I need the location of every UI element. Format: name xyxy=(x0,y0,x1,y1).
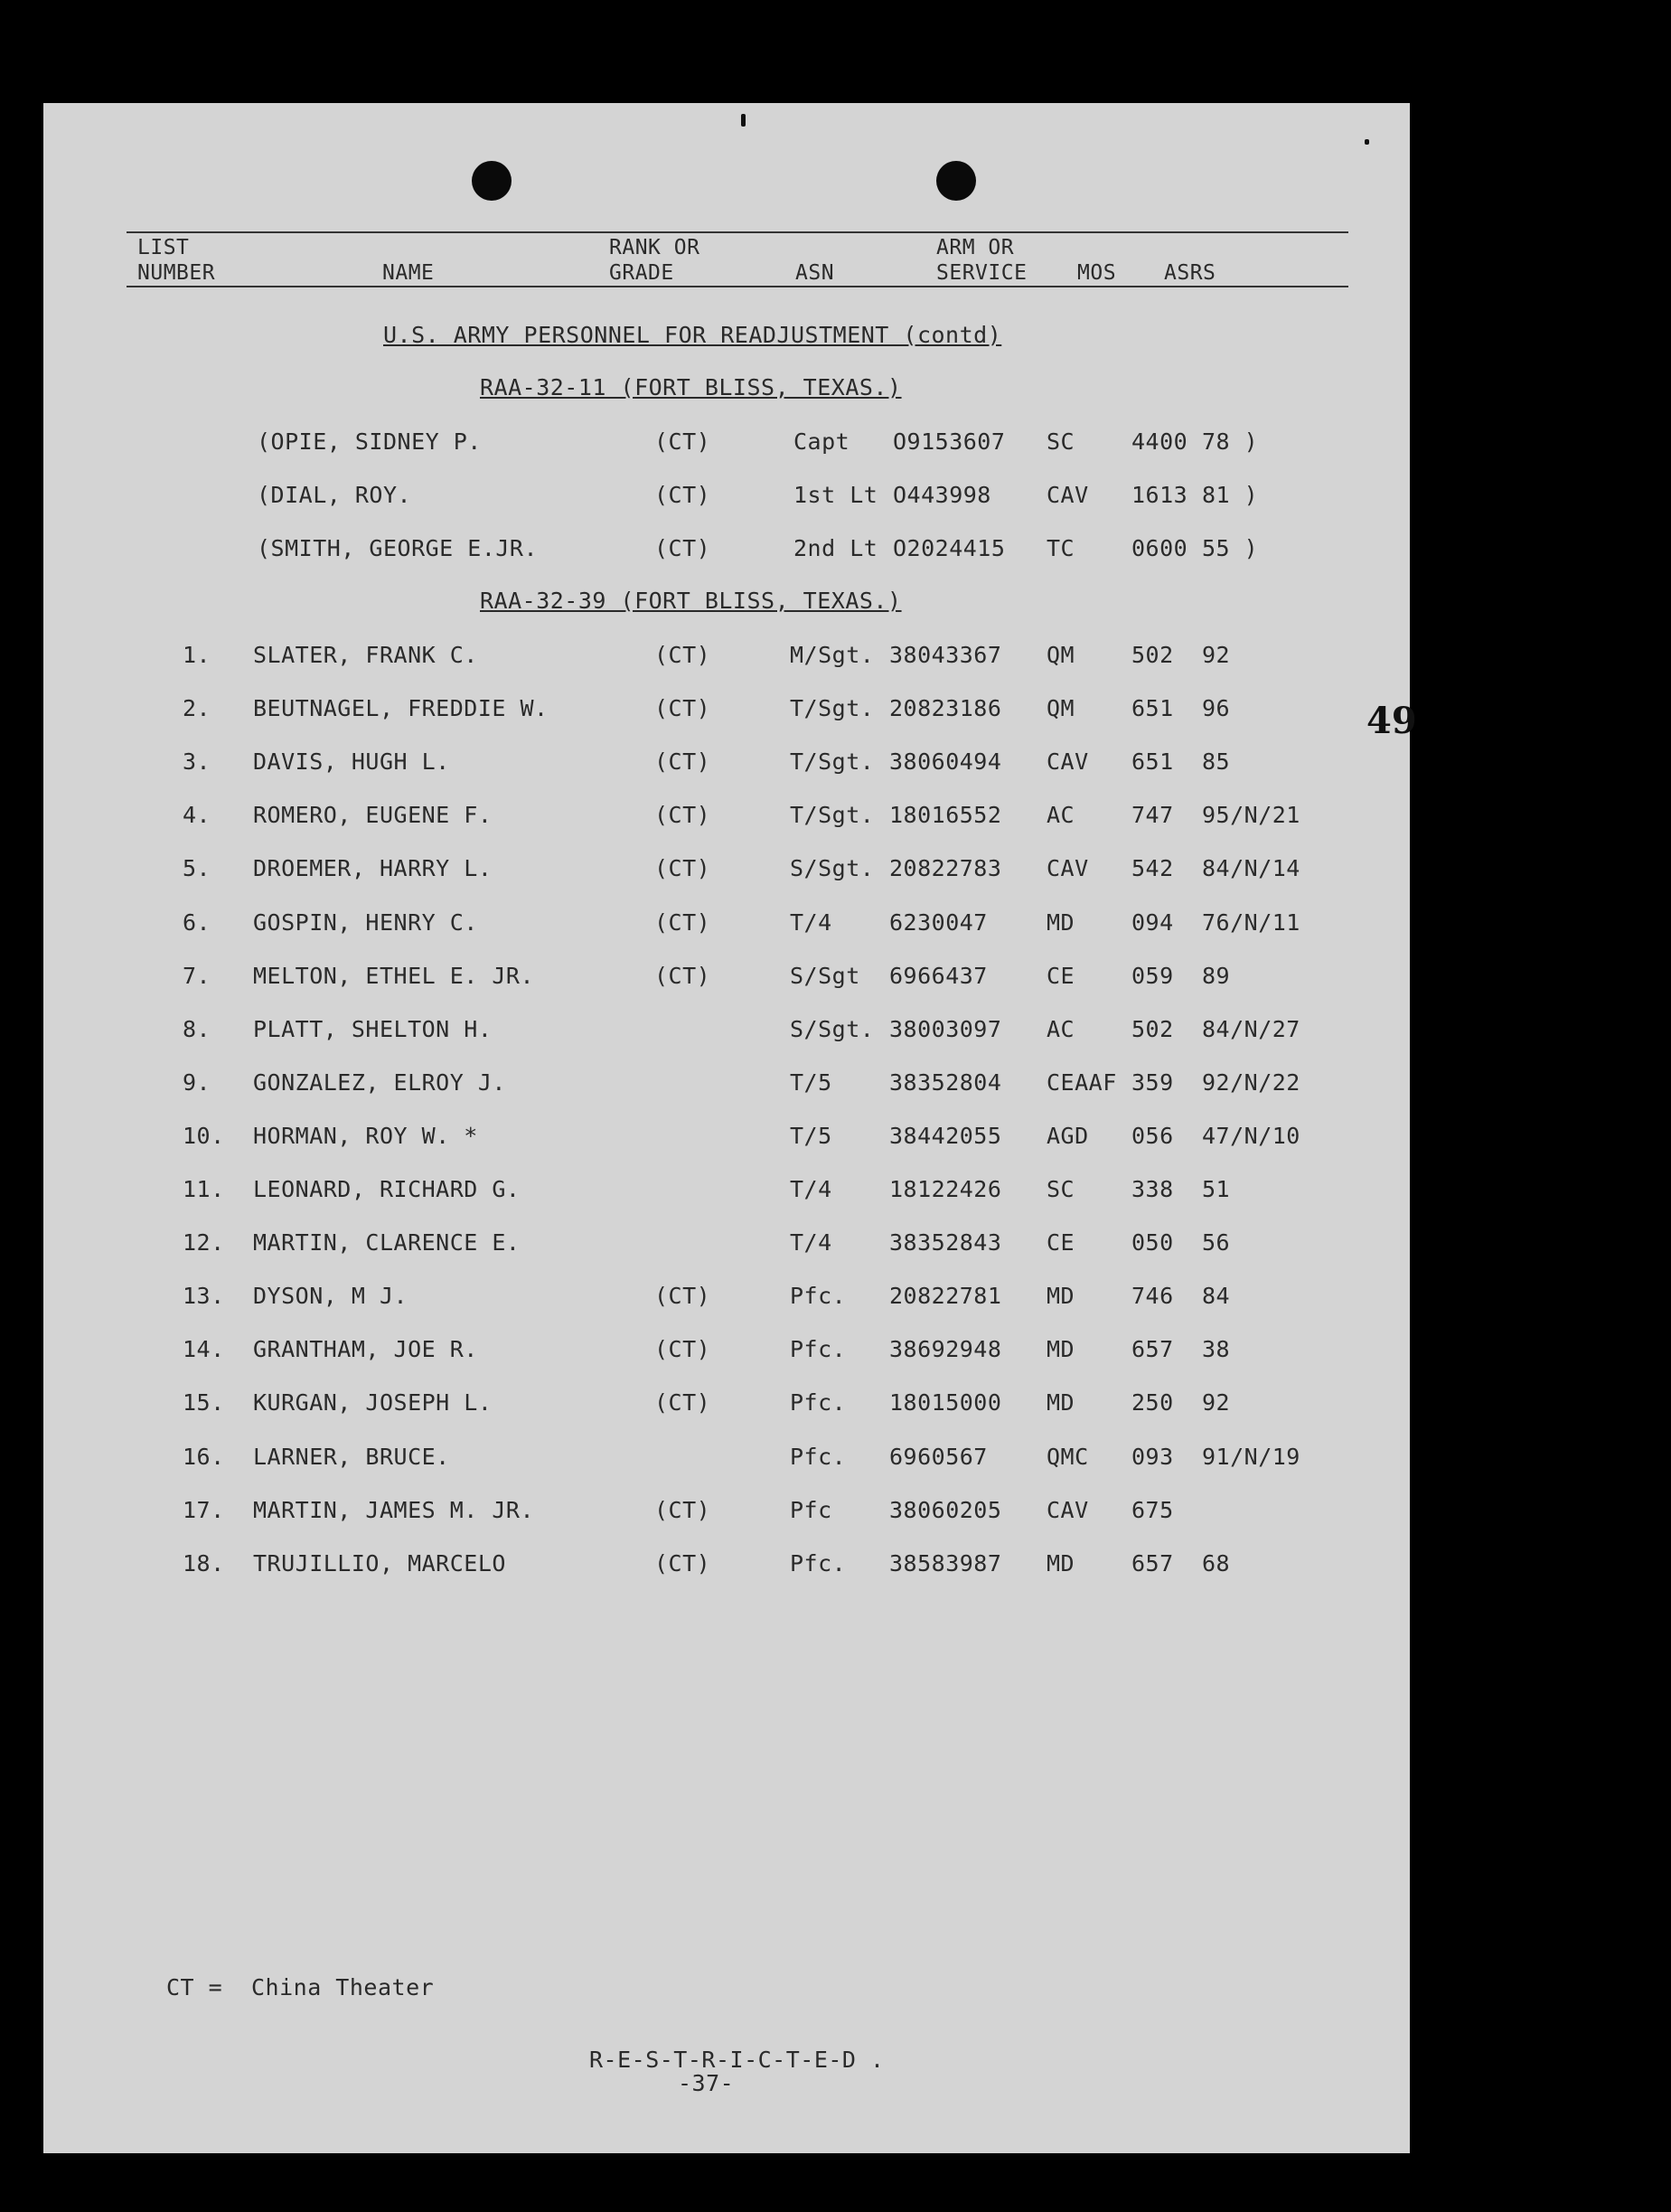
table-row xyxy=(43,1069,1410,1106)
ct-cell: (CT) xyxy=(654,535,711,561)
asrs-cell: 55 ) xyxy=(1202,535,1259,561)
name-cell: PLATT, SHELTON H. xyxy=(253,1015,493,1042)
table-row xyxy=(43,963,1410,999)
table-row xyxy=(43,1336,1410,1372)
table-row xyxy=(43,1229,1410,1266)
asn-cell: 6960567 xyxy=(889,1443,988,1470)
asrs-cell: 92/N/22 xyxy=(1202,1068,1300,1096)
asn-cell: 38060494 xyxy=(889,748,1002,776)
asn-cell: 38692948 xyxy=(889,1336,1002,1363)
mos-cell: 651 xyxy=(1131,695,1174,722)
table-row xyxy=(43,1283,1410,1319)
name-cell: DAVIS, HUGH L. xyxy=(253,748,450,776)
mos-cell: 502 xyxy=(1131,1015,1174,1042)
rank-cell: T/5 xyxy=(790,1068,832,1096)
rank-cell: Pfc. xyxy=(790,1336,847,1363)
asrs-cell: 47/N/10 xyxy=(1202,1122,1300,1149)
header-bottom-rule xyxy=(127,286,1348,287)
list-number-cell: 14. xyxy=(183,1336,225,1363)
arm-cell: QM xyxy=(1047,695,1075,722)
mos-cell: 542 xyxy=(1131,855,1174,882)
table-row xyxy=(43,482,1410,518)
list-number-cell: 4. xyxy=(183,802,211,829)
rank-cell: S/Sgt. xyxy=(790,1015,875,1042)
rank-cell: T/4 xyxy=(790,1176,832,1202)
header-asrs: ASRS xyxy=(1164,261,1216,285)
arm-cell: CE xyxy=(1047,1229,1075,1257)
arm-cell: CAV xyxy=(1047,855,1089,882)
page-number-stamp: 49 xyxy=(1366,700,1417,742)
asn-cell: 18122426 xyxy=(889,1176,1002,1202)
arm-cell: TC xyxy=(1047,535,1075,561)
rank-cell: T/4 xyxy=(790,1229,832,1257)
header-name: NAME xyxy=(382,261,435,285)
asrs-cell: 38 xyxy=(1202,1336,1231,1363)
arm-cell: MD xyxy=(1047,1389,1075,1417)
asn-cell: 18015000 xyxy=(889,1389,1002,1417)
arm-cell: MD xyxy=(1047,1283,1075,1310)
mos-cell: 657 xyxy=(1131,1549,1174,1577)
arm-cell: CAV xyxy=(1047,1496,1089,1523)
arm-cell: AGD xyxy=(1047,1122,1089,1149)
mos-cell: 747 xyxy=(1131,802,1174,829)
list-number-cell: 15. xyxy=(183,1389,225,1417)
document-title: U.S. ARMY PERSONNEL FOR READJUSTMENT (contd) xyxy=(383,322,1002,348)
legend-value: China Theater xyxy=(251,1974,435,2000)
header-asn: ASN xyxy=(795,261,835,285)
mos-cell: 746 xyxy=(1131,1283,1174,1310)
name-cell: SLATER, FRANK C. xyxy=(253,642,478,668)
mos-cell: 675 xyxy=(1131,1496,1174,1523)
asrs-cell: 96 xyxy=(1202,695,1231,722)
arm-cell: MD xyxy=(1047,1336,1075,1363)
asn-cell: 18016552 xyxy=(889,802,1002,829)
asrs-cell: 84 xyxy=(1202,1283,1231,1310)
ct-cell: (CT) xyxy=(654,1336,711,1363)
rank-cell: Pfc xyxy=(790,1496,832,1523)
asn-cell: O9153607 xyxy=(893,428,1006,455)
mos-cell: 502 xyxy=(1131,642,1174,668)
table-row xyxy=(43,642,1410,678)
header-top-rule xyxy=(127,231,1348,233)
rank-cell: Pfc. xyxy=(790,1443,847,1470)
header-arm-or-service: ARM OR SERVICE xyxy=(936,236,1028,285)
table-row xyxy=(43,1444,1410,1480)
rank-cell: T/5 xyxy=(790,1122,832,1149)
table-row xyxy=(43,1016,1410,1052)
asrs-cell: 92 xyxy=(1202,642,1231,668)
table-row xyxy=(43,1389,1410,1426)
table-row xyxy=(43,1550,1410,1586)
asn-cell: O443998 xyxy=(893,482,991,508)
asn-cell: 38003097 xyxy=(889,1015,1002,1042)
punch-hole-right xyxy=(936,161,976,201)
asrs-cell: 51 xyxy=(1202,1176,1231,1202)
arm-cell: QMC xyxy=(1047,1443,1089,1470)
arm-cell: MD xyxy=(1047,908,1075,936)
name-cell: MELTON, ETHEL E. JR. xyxy=(253,962,535,989)
rank-cell: S/Sgt. xyxy=(790,855,875,882)
mos-cell: 093 xyxy=(1131,1443,1174,1470)
name-cell: (OPIE, SIDNEY P. xyxy=(257,428,482,455)
arm-cell: SC xyxy=(1047,1176,1075,1202)
rank-cell: Pfc. xyxy=(790,1283,847,1310)
ct-cell: (CT) xyxy=(654,642,711,668)
list-number-cell: 13. xyxy=(183,1283,225,1310)
table-row xyxy=(43,748,1410,785)
mos-cell: 250 xyxy=(1131,1389,1174,1417)
rank-cell: 1st Lt xyxy=(793,482,878,508)
ct-cell: (CT) xyxy=(654,1283,711,1310)
name-cell: LEONARD, RICHARD G. xyxy=(253,1176,521,1202)
list-number-cell: 12. xyxy=(183,1229,225,1257)
ct-cell: (CT) xyxy=(654,482,711,508)
ct-cell: (CT) xyxy=(654,428,711,455)
ct-cell: (CT) xyxy=(654,1496,711,1523)
arm-cell: CE xyxy=(1047,962,1075,989)
name-cell: ROMERO, EUGENE F. xyxy=(253,802,493,829)
rank-cell: 2nd Lt xyxy=(793,535,878,561)
name-cell: MARTIN, JAMES M. JR. xyxy=(253,1496,535,1523)
arm-cell: AC xyxy=(1047,1015,1075,1042)
ct-cell: (CT) xyxy=(654,802,711,829)
list-number-cell: 3. xyxy=(183,748,211,776)
mos-cell: 359 xyxy=(1131,1068,1174,1096)
table-row xyxy=(43,802,1410,838)
page-number: -37- xyxy=(678,2070,735,2096)
table-row xyxy=(43,535,1410,571)
rank-cell: Pfc. xyxy=(790,1389,847,1417)
table-row xyxy=(43,1497,1410,1533)
asn-cell: 6966437 xyxy=(889,962,988,989)
asrs-cell: 68 xyxy=(1202,1549,1231,1577)
punch-hole-left xyxy=(472,161,512,201)
arm-cell: SC xyxy=(1047,428,1075,455)
speck-mark xyxy=(1365,139,1369,145)
arm-cell: MD xyxy=(1047,1549,1075,1577)
name-cell: GRANTHAM, JOE R. xyxy=(253,1336,478,1363)
name-cell: TRUJILLIO, MARCELO xyxy=(253,1549,506,1577)
list-number-cell: 18. xyxy=(183,1549,225,1577)
mos-cell: 0600 xyxy=(1131,535,1188,561)
asn-cell: 20822781 xyxy=(889,1283,1002,1310)
header-list-number: LIST NUMBER xyxy=(137,236,216,285)
asn-cell: 38583987 xyxy=(889,1549,1002,1577)
list-number-cell: 1. xyxy=(183,642,211,668)
table-row xyxy=(43,1176,1410,1212)
arm-cell: CAV xyxy=(1047,482,1089,508)
table-row xyxy=(43,1123,1410,1159)
name-cell: HORMAN, ROY W. * xyxy=(253,1122,478,1149)
header-rank-or-grade: RANK OR GRADE xyxy=(609,236,700,285)
rank-cell: S/Sgt xyxy=(790,962,860,989)
name-cell: (DIAL, ROY. xyxy=(257,482,412,508)
name-cell: GONZALEZ, ELROY J. xyxy=(253,1068,506,1096)
legend-key: CT = xyxy=(166,1974,223,2000)
speck-mark xyxy=(741,114,746,127)
asrs-cell: 92 xyxy=(1202,1389,1231,1417)
ct-cell: (CT) xyxy=(654,748,711,776)
rank-cell: T/Sgt. xyxy=(790,695,875,722)
asn-cell: 38352843 xyxy=(889,1229,1002,1257)
asn-cell: 38043367 xyxy=(889,642,1002,668)
asn-cell: 20823186 xyxy=(889,695,1002,722)
rank-cell: Pfc. xyxy=(790,1549,847,1577)
asrs-cell: 56 xyxy=(1202,1229,1231,1257)
mos-cell: 4400 xyxy=(1131,428,1188,455)
name-cell: GOSPIN, HENRY C. xyxy=(253,908,478,936)
rank-cell: T/4 xyxy=(790,908,832,936)
name-cell: LARNER, BRUCE. xyxy=(253,1443,450,1470)
asn-cell: 6230047 xyxy=(889,908,988,936)
mos-cell: 059 xyxy=(1131,962,1174,989)
list-number-cell: 10. xyxy=(183,1122,225,1149)
mos-cell: 651 xyxy=(1131,748,1174,776)
name-cell: MARTIN, CLARENCE E. xyxy=(253,1229,521,1257)
table-row xyxy=(43,695,1410,731)
section-heading: RAA-32-11 (FORT BLISS, TEXAS.) xyxy=(480,374,902,400)
ct-cell: (CT) xyxy=(654,855,711,882)
name-cell: KURGAN, JOSEPH L. xyxy=(253,1389,493,1417)
ct-cell: (CT) xyxy=(654,1389,711,1417)
header-mos: MOS xyxy=(1077,261,1117,285)
arm-cell: CEAAF xyxy=(1047,1068,1117,1096)
ct-cell: (CT) xyxy=(654,908,711,936)
asrs-cell: 84/N/27 xyxy=(1202,1015,1300,1042)
rank-cell: T/Sgt. xyxy=(790,748,875,776)
ct-cell: (CT) xyxy=(654,962,711,989)
list-number-cell: 5. xyxy=(183,855,211,882)
list-number-cell: 8. xyxy=(183,1015,211,1042)
arm-cell: CAV xyxy=(1047,748,1089,776)
asrs-cell: 76/N/11 xyxy=(1202,908,1300,936)
list-number-cell: 17. xyxy=(183,1496,225,1523)
table-row xyxy=(43,428,1410,465)
list-number-cell: 6. xyxy=(183,908,211,936)
arm-cell: AC xyxy=(1047,802,1075,829)
list-number-cell: 7. xyxy=(183,962,211,989)
list-number-cell: 9. xyxy=(183,1068,211,1096)
rank-cell: T/Sgt. xyxy=(790,802,875,829)
asrs-cell: 91/N/19 xyxy=(1202,1443,1300,1470)
asrs-cell: 78 ) xyxy=(1202,428,1259,455)
asn-cell: 38352804 xyxy=(889,1068,1002,1096)
asrs-cell: 84/N/14 xyxy=(1202,855,1300,882)
mos-cell: 056 xyxy=(1131,1122,1174,1149)
rank-cell: Capt xyxy=(793,428,850,455)
name-cell: (SMITH, GEORGE E.JR. xyxy=(257,535,539,561)
asn-cell: 38442055 xyxy=(889,1122,1002,1149)
restricted-marking: R-E-S-T-R-I-C-T-E-D . xyxy=(589,2047,885,2073)
asrs-cell: 81 ) xyxy=(1202,482,1259,508)
ct-cell: (CT) xyxy=(654,1549,711,1577)
asn-cell: 20822783 xyxy=(889,855,1002,882)
table-row xyxy=(43,855,1410,891)
asrs-cell: 85 xyxy=(1202,748,1231,776)
mos-cell: 657 xyxy=(1131,1336,1174,1363)
asrs-cell: 89 xyxy=(1202,962,1231,989)
name-cell: DROEMER, HARRY L. xyxy=(253,855,493,882)
ct-cell: (CT) xyxy=(654,695,711,722)
mos-cell: 094 xyxy=(1131,908,1174,936)
name-cell: DYSON, M J. xyxy=(253,1283,408,1310)
rank-cell: M/Sgt. xyxy=(790,642,875,668)
asn-cell: 38060205 xyxy=(889,1496,1002,1523)
asrs-cell: 95/N/21 xyxy=(1202,802,1300,829)
list-number-cell: 2. xyxy=(183,695,211,722)
document-page xyxy=(43,103,1417,2153)
name-cell: BEUTNAGEL, FREDDIE W. xyxy=(253,695,549,722)
list-number-cell: 11. xyxy=(183,1176,225,1202)
list-number-cell: 16. xyxy=(183,1443,225,1470)
table-row xyxy=(43,909,1410,946)
mos-cell: 338 xyxy=(1131,1176,1174,1202)
arm-cell: QM xyxy=(1047,642,1075,668)
mos-cell: 1613 xyxy=(1131,482,1188,508)
section-heading: RAA-32-39 (FORT BLISS, TEXAS.) xyxy=(480,588,902,614)
mos-cell: 050 xyxy=(1131,1229,1174,1257)
asn-cell: O2024415 xyxy=(893,535,1006,561)
